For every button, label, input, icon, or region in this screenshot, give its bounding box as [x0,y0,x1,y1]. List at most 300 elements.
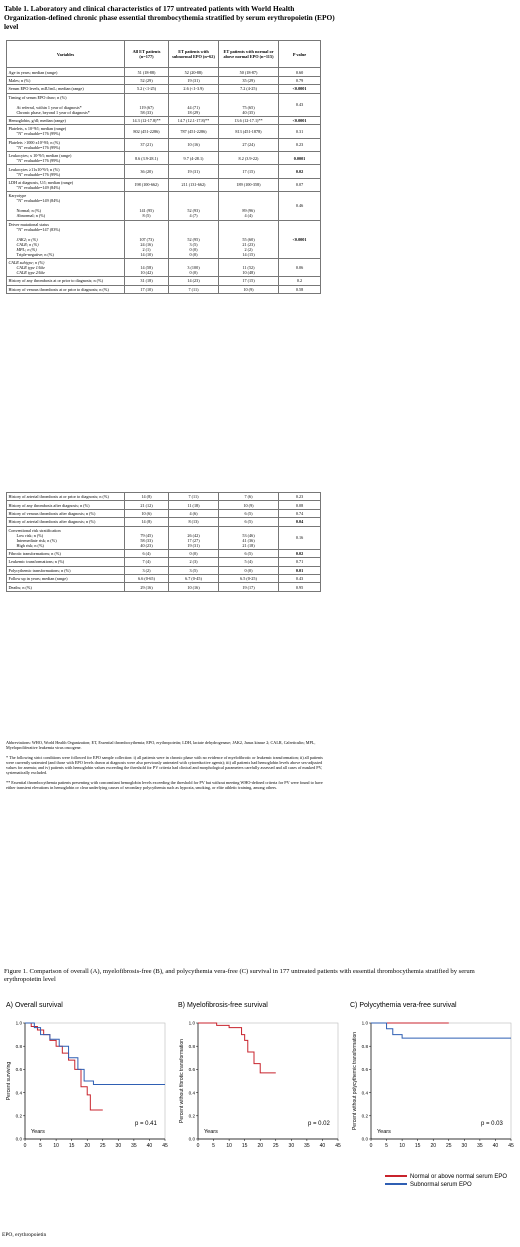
cell-line: 3 (5) [189,567,198,573]
variable-line: "N" evaluable=149 (84%) [16,184,61,190]
variable-cell [7,258,125,276]
variable-line: MPL; n (%) [16,246,37,252]
p-value-cell: 0.04 [279,518,321,526]
table-row [7,116,321,124]
table-row [7,509,321,517]
cell-line: 14 (10) [140,251,153,257]
cell-line: 10 (9) [243,286,254,292]
p-value-cell: 0.43 [279,93,321,116]
table-row [7,68,321,76]
value-cell-sub [169,76,219,84]
variable-line: Karyotype [8,193,27,199]
cell-line: 17 (15) [242,169,255,175]
table-row [7,178,321,191]
cell-line: 37 (21) [140,142,153,148]
y-tick-label: 0.6 [15,1067,22,1073]
x-tick-label: 45 [335,1143,341,1149]
cell-line: 14.3 (12-17.8)** [132,118,161,124]
cell-line: 40 (23) [140,542,153,548]
value-cell-all [125,68,169,76]
cell-line: 0 (0) [244,567,253,573]
variable-line: Males; n (%) [8,77,31,83]
cell-line: 10 (16) [187,584,200,590]
cell-line: 40 (35) [242,109,255,115]
table-row [7,165,321,178]
characteristics-table-part-2 [6,492,321,592]
cell-line: 53 (46) [242,532,255,538]
p-value-cell: 0.02 [279,549,321,557]
cell-line: 813 (451-1878) [235,128,262,134]
x-tick-label: 20 [257,1143,264,1149]
variable-line: Serum EPO levels, mIU/mL; median (range) [8,86,84,92]
value-cell-norm [219,509,279,517]
table-row [7,575,321,583]
value-cell-norm [219,85,279,93]
variable-line: Abnormal; n (%) [16,213,46,219]
value-cell-norm [219,575,279,583]
panel-title: A) Overall survival [6,1002,63,1009]
footer-note: EPO, erythropoietin [2,1232,47,1238]
variable-cell [7,192,125,220]
value-cell-sub [169,277,219,285]
y-tick-label: 0.6 [188,1067,195,1073]
variable-cell [7,178,125,191]
value-cell-sub [169,125,219,138]
value-cell-sub [169,526,219,549]
legend-swatch-subnormal [385,1183,407,1185]
value-cell-sub [169,518,219,526]
value-cell-norm [219,165,279,178]
variable-cell [7,549,125,557]
legend-item-normal: Normal or above normal serum EPO [385,1173,507,1181]
km-curve-normal [198,1023,276,1073]
variable-line: Leukocytes ≥11x10^9/l; n (%) [8,166,60,172]
variable-line: "N" evaluable=176 (99%) [16,131,61,137]
x-tick-label: 10 [399,1143,405,1149]
cell-line: 0 (0) [189,246,198,252]
value-cell-norm [219,93,279,116]
variable-cell [7,558,125,566]
cell-line: 5.2 (<1-25) [136,86,157,92]
cell-line: 11 (18) [187,502,200,508]
variable-line: Driver mutational status [8,221,49,227]
single-star-note: * The following strict conditions were followed for EPO sample collection: i) all patients were in chronic phase with no evidence of myelofibrotic or leukemic transformation; ii) all patients were currently untreated (and those with EPO levels drawn at diagnosis were also previously untreated with cytoreductive agents); iii) all patients had hemoglobin levels above sex-adjusted values for anemia; and iv) patients with hemoglobin values exceeding the threshold for PV criteria had clinical and morphological parameters carefully assessed and all cases of masked PV, systematically excluded. [6,754,323,776]
value-cell-sub [169,575,219,583]
value-cell-all [125,93,169,116]
variable-cell [7,501,125,509]
characteristics-table-part-1 [6,40,321,294]
cell-line: 58 (33) [140,537,153,543]
p-value-cell: 0.06 [279,258,321,276]
cell-line: 4 (4) [244,213,253,219]
x-tick-label: 5 [385,1143,388,1149]
cell-line: 79 (45) [140,532,153,538]
value-cell-sub [169,220,219,258]
variable-line: Follow up in years; median (range) [8,576,68,582]
cell-line: 31 (18) [140,278,153,284]
value-cell-all [125,192,169,220]
cell-line: 189 (100-358) [236,182,261,188]
table-row [7,125,321,138]
x-tick-label: 30 [288,1143,295,1149]
column-header: P value [279,41,321,68]
cell-line: 107 (73) [139,236,154,242]
cell-line: 51 (18-88) [137,69,156,75]
cell-line: 10 (16) [187,142,200,148]
value-cell-all [125,518,169,526]
value-cell-sub [169,258,219,276]
value-cell-all [125,138,169,151]
value-cell-all [125,501,169,509]
value-cell-sub [169,493,219,501]
p-value-cell: 0.58 [279,285,321,293]
table-row [7,493,321,501]
variable-cell [7,277,125,285]
p-value-cell: 0.07 [279,178,321,191]
y-tick-label: 0.2 [361,1113,368,1119]
cell-line: 7 (11) [188,286,199,292]
p-value-annotation: p = 0.03 [481,1121,503,1127]
table-row [7,192,321,220]
variable-line: "N" evaluable=176 (99%) [16,171,61,177]
y-tick-label: 0.2 [15,1113,22,1119]
value-cell-all [125,277,169,285]
value-cell-norm [219,68,279,76]
value-cell-all [125,258,169,276]
table-row [7,76,321,84]
x-tick-label: 30 [115,1143,122,1149]
value-cell-sub [169,116,219,124]
y-tick-label: 1.0 [188,1020,195,1026]
table-row [7,152,321,165]
y-tick-label: 0.6 [361,1067,368,1073]
variable-cell [7,493,125,501]
x-tick-label: 10 [53,1143,59,1149]
cell-line: 211 (131-662) [181,182,206,188]
value-cell-norm [219,192,279,220]
x-tick-label: 15 [414,1143,421,1149]
value-cell-all [125,116,169,124]
value-cell-norm [219,526,279,549]
variable-cell [7,116,125,124]
variable-line: LDH at diagnosis, U/l; median (range) [8,179,74,185]
table-caption: Table 1. Laboratory and clinical characteristics of 177 untreated patients with World Health Organization-defined chronic phase essential thrombocythemia stratified by serum erythropoietin (EPO) level [4,4,335,31]
value-cell-norm [219,76,279,84]
p-value-cell: 0.02 [279,165,321,178]
cell-line: 19 (17) [242,584,255,590]
km-curve-subnormal [371,1023,511,1038]
variable-line: Deaths; n (%) [8,584,32,590]
cell-line: 6.7 (0-45) [185,576,202,582]
cell-line: 21 (23) [242,241,255,247]
cell-line: 14 (15) [242,251,255,257]
cell-line: 21 (12) [140,502,153,508]
cell-line: 75 (65) [242,104,255,110]
value-cell-all [125,85,169,93]
cell-line: 29 (16) [140,584,153,590]
double-star-note: ** Essential thrombocythemia patients presenting with concomitant hemoglobin levels exceeding the threshold for PV but without meeting WHO-defined criteria for PV were found to have either transient elevations in hemoglobin or clear underlying causes of secondary polycythemia such as hypoxia, smoking, or elite athletic training, among others. [6,779,323,791]
variable-line: Age in years; median (range) [8,69,58,75]
cell-line: 19 (31) [187,77,200,83]
km-panel-1 [178,1002,341,1149]
p-value-cell: 0.01 [279,566,321,574]
p-value-cell: 0.16 [279,526,321,549]
y-tick-label: 0.8 [361,1043,368,1049]
p-value-cell: 0.23 [279,138,321,151]
p-value-cell: 0.71 [279,558,321,566]
table-row [7,549,321,557]
variable-cell [7,526,125,549]
variable-line: Timing of serum EPO draw; n (%) [8,94,67,100]
x-axis-label: Years [377,1129,391,1135]
cell-line: 41 (36) [242,537,255,543]
cell-line: 7 (11) [188,494,199,500]
variable-line: History of any thrombosis after diagnosis; n (%) [8,502,90,508]
p-value-cell: 0.46 [279,192,321,220]
variable-line: Platelets, x 10^9/l; median (range) [8,126,67,132]
variable-line: "N" evaluable=176 (99%) [16,158,61,164]
cell-line: 44 (71) [187,104,200,110]
y-tick-label: 0.2 [188,1113,195,1119]
value-cell-all [125,165,169,178]
cell-line: 14.7 (12.1-17.8)** [177,118,210,124]
value-cell-all [125,509,169,517]
variable-cell [7,566,125,574]
value-cell-all [125,558,169,566]
value-cell-norm [219,220,279,258]
cell-line: 2 (3) [189,559,198,565]
cell-line: 2 (1) [142,246,151,252]
x-tick-label: 25 [272,1143,279,1149]
abbreviations-note: Abbreviations: WHO, World Health Organization; ET, Essential thrombocythemia; EPO, erythropoietin; LDH, lactate dehydrogenase; JAK2, Janus kinase 2; CALR, Calreticulin; MPL, Myeloproliferative leukemia virus oncogene. [6,740,316,751]
y-axis-label: Percent surviving [6,1061,12,1101]
cell-line: 10 (48) [242,270,255,276]
cell-line: 4 (6) [189,510,198,516]
table-row [7,558,321,566]
cell-line: 6 (5) [244,551,253,557]
cell-line: 52 (95) [187,236,200,242]
value-cell-sub [169,549,219,557]
x-tick-label: 15 [68,1143,75,1149]
value-cell-norm [219,152,279,165]
variable-line: Leukocytes; x 10^9/l; median (range) [8,153,72,159]
value-cell-all [125,125,169,138]
cell-line: 17 (15) [242,278,255,284]
variable-line: Normal; n (%) [16,208,41,214]
km-curve-normal [25,1023,103,1110]
variable-cell [7,220,125,258]
value-cell-norm [219,138,279,151]
value-cell-sub [169,152,219,165]
value-cell-all [125,76,169,84]
column-header: Variables [7,41,125,68]
p-value-cell: 0.0001 [279,152,321,165]
variable-line: Fibrotic transformations; n (%) [8,551,61,557]
variable-line: Polycythemic transformations; n (%) [8,567,71,573]
variable-line: CALR; n (%) [16,241,39,247]
value-cell-sub [169,558,219,566]
value-cell-norm [219,277,279,285]
value-cell-norm [219,549,279,557]
cell-line: 4 (7) [189,213,198,219]
value-cell-norm [219,501,279,509]
y-axis-label: Percent without fibrotic transformation [179,1039,185,1123]
x-tick-label: 20 [84,1143,91,1149]
variable-line: CALR type 2/like [16,270,46,276]
cell-line: 10 (42) [140,270,153,276]
x-tick-label: 5 [39,1143,42,1149]
p-value-cell: <0.0001 [279,220,321,258]
variable-cell [7,93,125,116]
x-tick-label: 25 [445,1143,452,1149]
table-row [7,220,321,258]
cell-line: 19 (31) [187,542,200,548]
cell-line: 58 (33) [140,109,153,115]
value-cell-all [125,566,169,574]
value-cell-sub [169,285,219,293]
variable-line: Triple-negative; n (%) [16,251,54,257]
value-cell-norm [219,558,279,566]
variable-cell [7,138,125,151]
column-header: All ET patients (n=177) [125,41,169,68]
cell-line: 10 (9) [243,502,254,508]
variable-cell [7,518,125,526]
variable-line: "N" evaluable=147 (83%) [16,226,61,232]
variable-line: "N" evaluable=149 (84%) [16,198,61,204]
cell-line: 17 (27) [187,537,200,543]
cell-line: 802 (451-2286) [133,128,160,134]
table-row [7,501,321,509]
value-cell-norm [219,566,279,574]
cell-line: 2 (2) [244,246,253,252]
y-tick-label: 1.0 [15,1020,22,1026]
cell-line: 13.6 (12-17.1)** [234,118,263,124]
x-tick-label: 0 [23,1143,27,1149]
panel-title: C) Polycythemia vera-free survival [350,1002,457,1009]
cell-line: 787 (451-2286) [180,128,207,134]
variable-cell [7,583,125,591]
x-tick-label: 0 [196,1143,200,1149]
table-header-row [7,41,321,68]
cell-line: 141 (95) [139,208,154,214]
p-value-cell: <0.0001 [279,116,321,124]
cell-line: 198 (100-662) [134,182,159,188]
x-tick-label: 25 [99,1143,106,1149]
y-tick-label: 0.4 [188,1090,195,1096]
variable-cell [7,165,125,178]
table-notes [6,740,324,794]
x-axis-label: Years [204,1129,218,1135]
variable-line: CALR subtype; n (%) [8,260,45,266]
km-curve-subnormal [25,1023,165,1084]
p-value-cell: 0.23 [279,493,321,501]
variable-cell [7,575,125,583]
value-cell-all [125,549,169,557]
cell-line: 2.6 (<1-3.9) [183,86,204,92]
cell-line: 7.2 (4-25) [240,86,257,92]
cell-line: 6 (5) [244,510,253,516]
y-tick-label: 0.8 [15,1043,22,1049]
value-cell-norm [219,116,279,124]
variable-line: Platelets >1000 x10^9/l; n (%) [8,139,60,145]
table-row [7,277,321,285]
cell-line: 14 (8) [141,519,152,525]
km-panel-2 [350,1002,514,1149]
value-cell-norm [219,518,279,526]
y-axis-label: Percent without polycythemic transformation [352,1031,358,1131]
table-row [7,518,321,526]
value-cell-sub [169,93,219,116]
x-tick-label: 35 [477,1143,483,1149]
p-value-cell: <0.0001 [279,85,321,93]
variable-cell [7,285,125,293]
p-value-cell: 0.60 [279,68,321,76]
cell-line: 6 (5) [244,519,253,525]
value-cell-all [125,493,169,501]
variable-cell [7,509,125,517]
value-cell-sub [169,85,219,93]
table-row [7,526,321,549]
survival-figure [0,995,520,1170]
variable-cell [7,68,125,76]
cell-line: 9.7 (4-28.1) [183,155,204,161]
p-value-cell: 0.79 [279,76,321,84]
cell-line: 17 (10) [140,286,153,292]
variable-cell [7,125,125,138]
table-row [7,93,321,116]
cell-line: 8.2 (3.9-22) [238,155,259,161]
variable-line: History of venous thrombosis after diagnosis; n (%) [8,510,96,516]
cell-line: 14 (23) [187,278,200,284]
value-cell-sub [169,68,219,76]
variable-cell [7,152,125,165]
value-cell-norm [219,493,279,501]
cell-line: 36 (20) [140,169,153,175]
cell-line: 14 (58) [140,265,153,271]
variable-line: Conventional risk stratification [8,527,61,533]
variable-line: Hemoglobin, g/dl; median (range) [8,118,66,124]
figure-legend [385,1173,507,1189]
cell-line: 26 (42) [187,532,200,538]
cell-line: 0 (0) [189,270,198,276]
x-tick-label: 10 [226,1143,232,1149]
value-cell-all [125,220,169,258]
p-value-cell: 0.74 [279,509,321,517]
table-part-2 [6,492,321,592]
variable-line: History of venous thrombosis at or prior to diagnosis; n (%) [8,286,109,292]
variable-line: History of arterial thrombosis at or prior to diagnosis; n (%) [8,494,109,500]
variable-line: Intermediate risk; n (%) [16,537,57,543]
cell-line: 0 (0) [189,551,198,557]
y-tick-label: 0.0 [188,1136,195,1142]
variable-line: JAK2; n (%) [16,236,38,242]
x-tick-label: 40 [319,1143,326,1149]
cell-line: 5 (4) [244,559,253,565]
cell-line: 6.5 (0-25) [240,576,257,582]
cell-line: 27 (24) [242,142,255,148]
panel-title: B) Myelofibrosis-free survival [178,1002,268,1009]
cell-line: 19 (31) [187,169,200,175]
cell-line: 8 (13) [188,519,199,525]
value-cell-sub [169,583,219,591]
variable-cell [7,85,125,93]
value-cell-norm [219,178,279,191]
p-value-cell: 0.2 [279,277,321,285]
x-tick-label: 5 [212,1143,215,1149]
p-value-annotation: p = 0.02 [308,1121,330,1127]
y-tick-label: 0.8 [188,1043,195,1049]
value-cell-sub [169,138,219,151]
